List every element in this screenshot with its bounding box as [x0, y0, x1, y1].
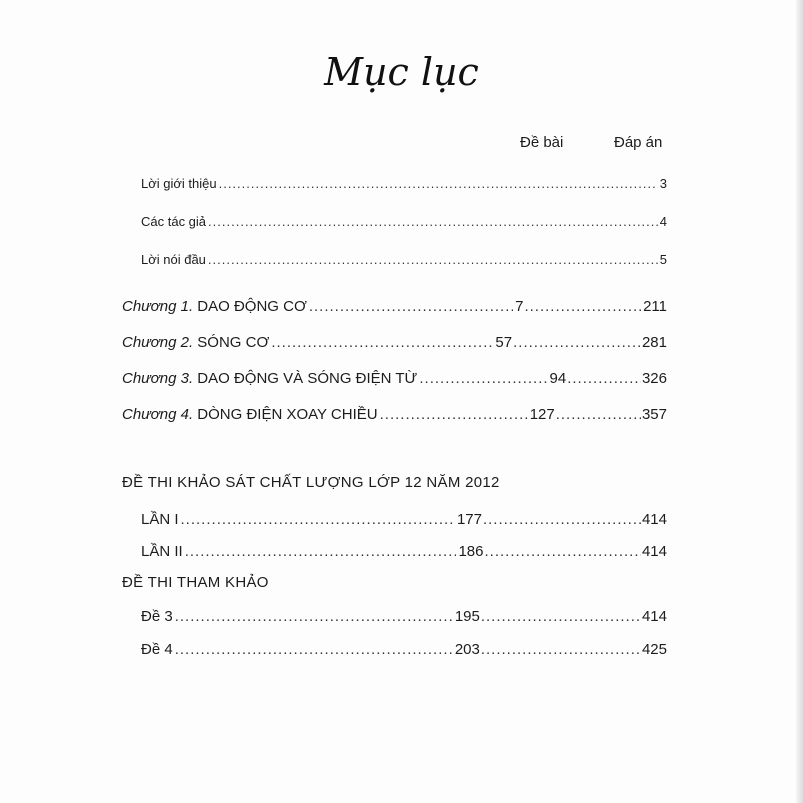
chapter-label	[122, 406, 378, 423]
dap-an-page: 414	[641, 608, 667, 625]
de-bai-page: 186	[458, 543, 484, 560]
chapter-title: DÒNG ĐIỆN XOAY CHIỀU	[197, 406, 378, 423]
dot-leader	[419, 370, 547, 387]
chapter-title: SÓNG CƠ	[197, 334, 270, 351]
chapter-prefix: Chương 2.	[122, 334, 194, 351]
dot-leader	[481, 608, 641, 625]
dot-leader	[271, 334, 493, 351]
dap-an-page: 425	[641, 641, 667, 658]
toc-entry-chapter-2[interactable]	[122, 334, 667, 351]
dot-leader	[380, 406, 528, 423]
chapter-label	[122, 298, 307, 315]
dap-an-page: 357	[641, 406, 667, 423]
de-bai-page: 203	[454, 641, 480, 658]
dot-leader	[483, 511, 641, 528]
dap-an-page: 414	[641, 543, 667, 560]
chapter-prefix: Chương 4.	[122, 406, 194, 423]
dot-leader	[175, 608, 453, 625]
toc-entry-label: LẦN I	[141, 511, 179, 528]
chapter-title: DAO ĐỘNG VÀ SÓNG ĐIỆN TỪ	[197, 370, 418, 387]
dot-leader	[484, 543, 640, 560]
toc-entry-label: Lời nói đầu	[141, 252, 206, 267]
toc-entry-chapter-4[interactable]	[122, 406, 667, 423]
section-heading-tham-khao: ĐỀ THI THAM KHẢO	[122, 574, 269, 591]
de-bai-page: 94	[549, 370, 567, 387]
de-bai-page: 177	[456, 511, 482, 528]
toc-entry-intro[interactable]	[141, 176, 667, 191]
toc-entry-preface[interactable]	[141, 252, 667, 267]
dot-leader	[524, 298, 642, 315]
chapter-label	[122, 334, 269, 351]
dot-leader	[309, 298, 513, 315]
chapter-title: DAO ĐỘNG CƠ	[197, 298, 307, 315]
de-bai-page: 57	[495, 334, 513, 351]
chapter-prefix: Chương 3.	[122, 370, 194, 387]
toc-entry-label: Lời giới thiệu	[141, 176, 217, 191]
dot-leader	[208, 214, 658, 229]
toc-entry-lan-2[interactable]	[141, 543, 667, 560]
dot-leader	[185, 543, 457, 560]
toc-entry-chapter-1[interactable]	[122, 298, 667, 315]
toc-entry-lan-1[interactable]	[141, 511, 667, 528]
toc-entry-page: 4	[659, 214, 667, 229]
toc-entry-page: 5	[659, 252, 667, 267]
dap-an-page: 326	[641, 370, 667, 387]
column-header-dap-an: Đáp án	[614, 134, 663, 151]
toc-entry-chapter-3[interactable]	[122, 370, 667, 387]
toc-entry-label: Các tác giả	[141, 214, 207, 229]
dap-an-page: 281	[641, 334, 667, 351]
dot-leader	[181, 511, 455, 528]
page-title: Mục lục	[324, 50, 479, 94]
section-heading-khao-sat: ĐỀ THI KHẢO SÁT CHẤT LƯỢNG LỚP 12 NĂM 2012	[122, 474, 500, 491]
toc-entry-de-3[interactable]	[141, 608, 667, 625]
toc-entry-label: Đề 3	[141, 608, 173, 625]
de-bai-page: 127	[529, 406, 555, 423]
dap-an-page: 211	[643, 298, 667, 315]
de-bai-page: 7	[515, 298, 524, 315]
dot-leader	[556, 406, 641, 423]
dot-leader	[567, 370, 641, 387]
dot-leader	[175, 641, 453, 658]
column-header-de-bai: Đề bài	[520, 134, 564, 151]
dap-an-page: 414	[641, 511, 667, 528]
page-edge-shadow	[796, 0, 803, 803]
toc-entry-page: 3	[659, 176, 667, 191]
toc-entry-label: LẦN II	[141, 543, 183, 560]
chapter-prefix: Chương 1.	[122, 298, 194, 315]
toc-entry-label: Đề 4	[141, 641, 173, 658]
toc-entry-de-4[interactable]	[141, 641, 667, 658]
dot-leader	[513, 334, 641, 351]
de-bai-page: 195	[454, 608, 480, 625]
dot-leader	[219, 176, 658, 191]
chapter-label	[122, 370, 417, 387]
toc-entry-authors[interactable]	[141, 214, 667, 229]
dot-leader	[481, 641, 641, 658]
dot-leader	[208, 252, 658, 267]
